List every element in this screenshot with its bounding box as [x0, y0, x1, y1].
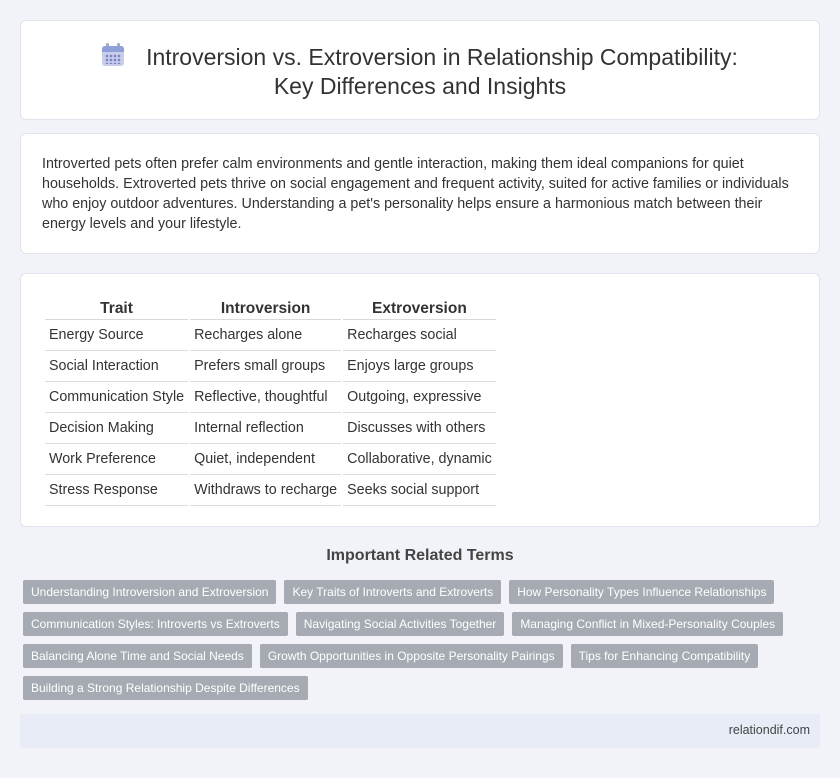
table-cell: Collaborative, dynamic — [343, 444, 496, 475]
table-cell: Recharges alone — [190, 320, 341, 351]
page-title-text: Introversion vs. Extroversion in Relationship Compatibility: Key Differences and Insights — [146, 44, 738, 99]
table-row — [45, 475, 496, 506]
tag-row — [23, 612, 813, 636]
page-title — [81, 43, 759, 101]
table-cell: Recharges social — [343, 320, 496, 351]
related-term-tag[interactable]: Building a Strong Relationship Despite Differences — [23, 676, 308, 700]
table-cell: Enjoys large groups — [343, 351, 496, 382]
related-term-tag[interactable]: Key Traits of Introverts and Extroverts — [284, 580, 501, 604]
related-term-tag[interactable]: How Personality Types Influence Relationships — [509, 580, 774, 604]
table-cell: Seeks social support — [343, 475, 496, 506]
intro-card — [20, 133, 820, 254]
header-card — [20, 20, 820, 120]
table-cell: Reflective, thoughtful — [190, 382, 341, 413]
related-term-tag[interactable]: Navigating Social Activities Together — [296, 612, 505, 636]
table-cell: Energy Source — [45, 320, 188, 351]
related-term-tag[interactable]: Balancing Alone Time and Social Needs — [23, 644, 252, 668]
table-cell: Discusses with others — [343, 413, 496, 444]
title-wrap — [21, 43, 819, 101]
intro-paragraph: Introverted pets often prefer calm environments and gentle interaction, making them ideal companions for quiet households. Extroverted pets thrive on social engagement and frequent activity, suited for active families or individuals who enjoy outdoor adventures. Understanding a pet's personality helps ensure a harmonious match between their energy levels and your lifestyle. — [42, 156, 789, 232]
calendar-icon — [102, 43, 124, 67]
table-cell: Communication Style — [45, 382, 188, 413]
tag-row — [23, 676, 813, 700]
table-row — [45, 413, 496, 444]
table-row — [45, 444, 496, 475]
table-cell: Withdraws to recharge — [190, 475, 341, 506]
table-cell: Stress Response — [45, 475, 188, 506]
comparison-table — [43, 294, 498, 506]
table-header-row — [45, 294, 496, 320]
header-introversion: Introversion — [190, 294, 341, 320]
footer — [20, 714, 820, 748]
table-cell: Internal reflection — [190, 413, 341, 444]
table-row — [45, 351, 496, 382]
related-term-tag[interactable]: Growth Opportunities in Opposite Personality Pairings — [260, 644, 563, 668]
related-term-tag[interactable]: Managing Conflict in Mixed-Personality Couples — [512, 612, 783, 636]
tag-row — [23, 580, 813, 604]
tag-row — [23, 644, 813, 668]
comparison-card — [20, 273, 820, 527]
table-cell: Outgoing, expressive — [343, 382, 496, 413]
header-trait: Trait — [45, 294, 188, 320]
header-extroversion: Extroversion — [343, 294, 496, 320]
table-cell: Quiet, independent — [190, 444, 341, 475]
table-row — [45, 382, 496, 413]
table-cell: Prefers small groups — [190, 351, 341, 382]
related-term-tag[interactable]: Tips for Enhancing Compatibility — [571, 644, 759, 668]
related-term-tag[interactable]: Understanding Introversion and Extroversion — [23, 580, 276, 604]
related-terms-title: Important Related Terms — [326, 547, 514, 564]
table-cell: Decision Making — [45, 413, 188, 444]
related-term-tag[interactable]: Communication Styles: Introverts vs Extroverts — [23, 612, 288, 636]
table-row — [45, 320, 496, 351]
table-cell: Social Interaction — [45, 351, 188, 382]
related-terms-list — [23, 580, 813, 708]
footer-site-link[interactable]: relationdif.com — [728, 723, 810, 737]
table-cell: Work Preference — [45, 444, 188, 475]
